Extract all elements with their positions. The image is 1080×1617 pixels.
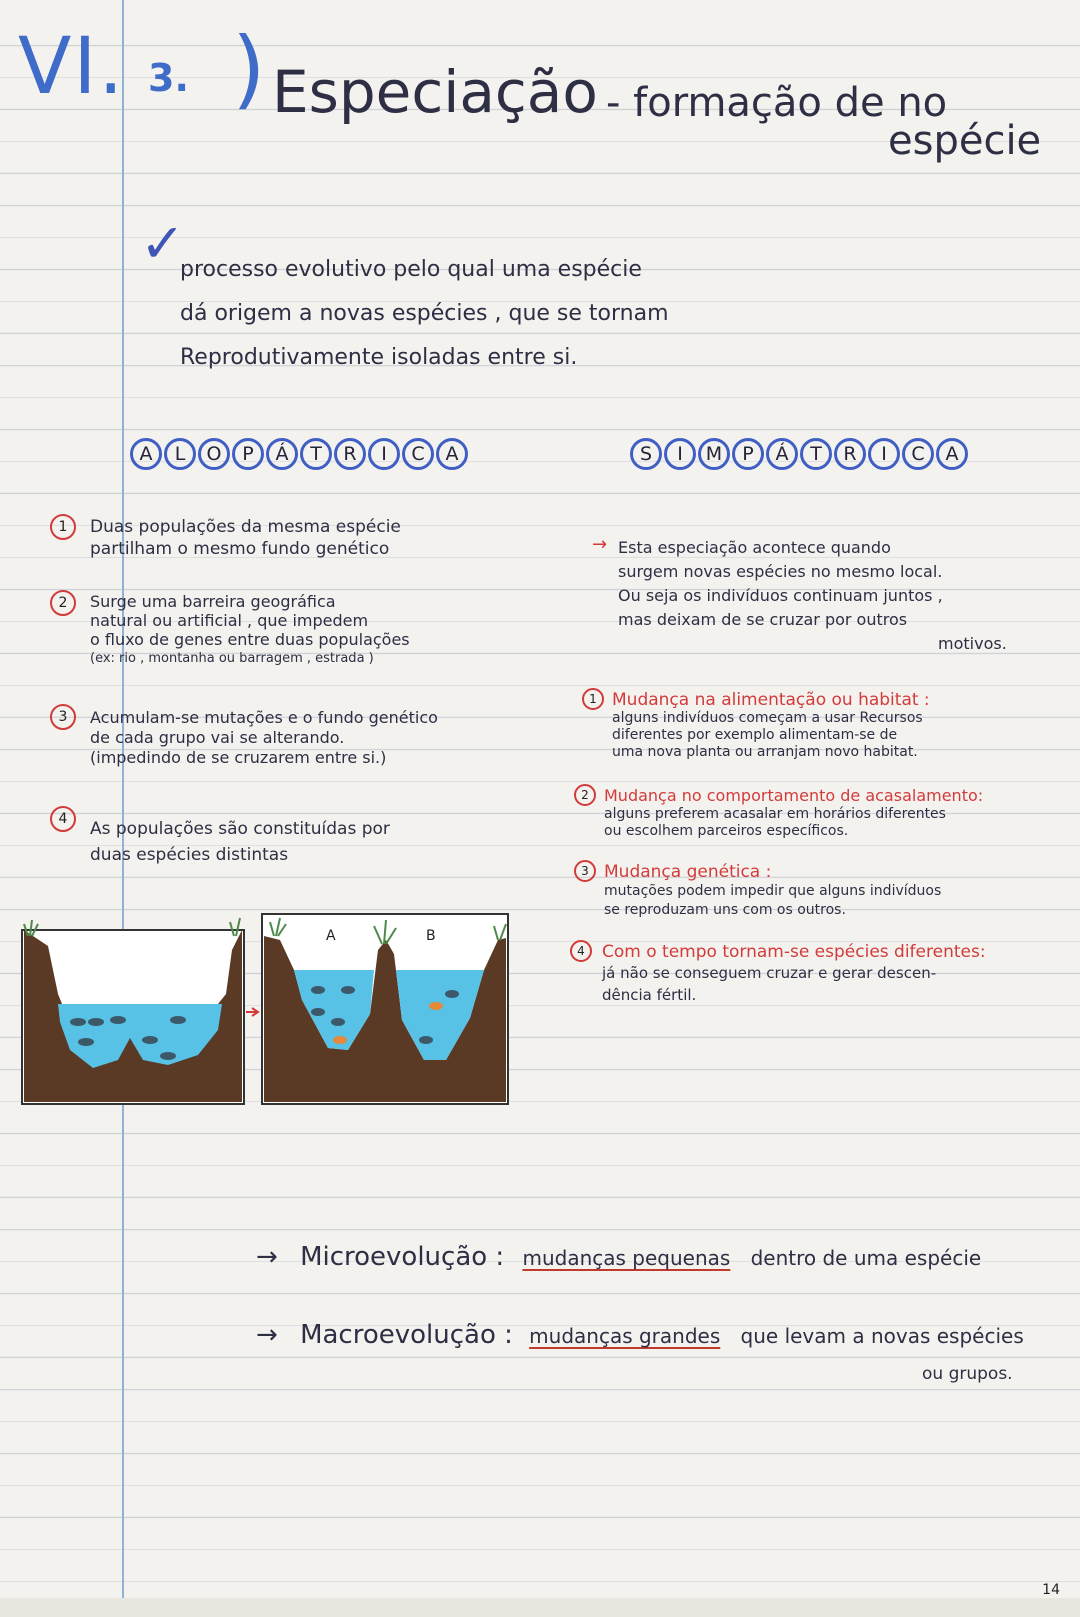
heading-letter: L bbox=[164, 438, 196, 470]
intro-line: Esta especiação acontece quando bbox=[618, 538, 891, 557]
item-number-circle: 3 bbox=[50, 704, 76, 730]
margin-line bbox=[122, 0, 124, 1617]
alopatrica-item-2 bbox=[90, 592, 410, 668]
arrow-icon: → bbox=[256, 1242, 278, 1272]
item-line: Acumulam-se mutações e o fundo genético bbox=[90, 708, 438, 727]
item-title: Com o tempo tornam-se espécies diferentes: bbox=[602, 942, 986, 962]
page-number: 14 bbox=[1042, 1582, 1060, 1598]
diagram-panel-before bbox=[22, 918, 244, 1104]
heading-letter: A bbox=[130, 438, 162, 470]
microevolution-row bbox=[256, 1242, 981, 1272]
definition-line: Reprodutivamente isoladas entre si. bbox=[180, 345, 578, 370]
item-line: Surge uma barreira geográfica bbox=[90, 592, 336, 611]
item-line: de cada grupo vai se alterando. bbox=[90, 728, 345, 747]
item-line: partilham o mesmo fundo genético bbox=[90, 539, 390, 559]
heading-letter: T bbox=[300, 438, 332, 470]
item-number-circle: 4 bbox=[50, 806, 76, 832]
page-subtitle-line1: - formação de no bbox=[606, 80, 948, 126]
page-title: Especiação bbox=[272, 58, 598, 126]
heading-letter: S bbox=[630, 438, 662, 470]
heading-letter: R bbox=[334, 438, 366, 470]
section-paren: ) bbox=[232, 19, 266, 119]
page-bottom-edge bbox=[0, 1598, 1080, 1617]
simpatrica-item-2 bbox=[604, 786, 983, 840]
heading-letter: Á bbox=[766, 438, 798, 470]
heading-letter: R bbox=[834, 438, 866, 470]
item-title: Mudança no comportamento de acasalamento: bbox=[604, 786, 984, 805]
item-title: Mudança na alimentação ou habitat : bbox=[612, 690, 930, 710]
section-roman-numeral: VI. bbox=[18, 22, 126, 112]
heading-letter: I bbox=[868, 438, 900, 470]
item-number-circle: 1 bbox=[50, 514, 76, 540]
heading-simpatrica bbox=[630, 438, 968, 470]
item-number-circle: 2 bbox=[574, 784, 596, 806]
definition-block bbox=[180, 248, 669, 380]
simpatrica-item-3 bbox=[604, 862, 941, 920]
item-number-circle: 4 bbox=[570, 940, 592, 962]
heading-letter: A bbox=[936, 438, 968, 470]
microevolution-term: Microevolução : bbox=[300, 1242, 505, 1272]
item-line: (impedindo de se cruzarem entre si.) bbox=[90, 748, 387, 767]
heading-letter: I bbox=[664, 438, 696, 470]
item-line: uma nova planta ou arranjam novo habitat. bbox=[612, 744, 918, 760]
diagram-arrow-icon bbox=[246, 1008, 258, 1016]
alopatrica-item-3 bbox=[90, 708, 438, 768]
heading-alopatrica bbox=[130, 438, 468, 470]
item-line: natural ou artificial , que impedem bbox=[90, 611, 369, 630]
macroevolution-rest: que levam a novas espécies bbox=[740, 1324, 1024, 1348]
item-number-circle: 2 bbox=[50, 590, 76, 616]
microevolution-rest: dentro de uma espécie bbox=[750, 1246, 982, 1270]
heading-letter: Á bbox=[266, 438, 298, 470]
item-line: se reproduzam uns com os outros. bbox=[604, 902, 846, 918]
item-line: ou escolhem parceiros específicos. bbox=[604, 823, 849, 839]
item-line: alguns preferem acasalar em horários diferentes bbox=[604, 806, 946, 822]
heading-letter: C bbox=[402, 438, 434, 470]
heading-letter: T bbox=[800, 438, 832, 470]
heading-letter: M bbox=[698, 438, 730, 470]
item-line: alguns indivíduos começam a usar Recursos bbox=[612, 710, 923, 726]
definition-line: dá origem a novas espécies , que se tornam bbox=[180, 301, 669, 326]
section-number: 3. bbox=[148, 56, 189, 100]
alopatrica-item-1 bbox=[90, 516, 401, 560]
speciation-diagram bbox=[18, 910, 514, 1120]
simpatrica-item-1 bbox=[612, 690, 930, 761]
macroevolution-term: Macroevolução : bbox=[300, 1320, 513, 1350]
item-line: já não se conseguem cruzar e gerar descen- bbox=[602, 964, 937, 982]
item-line: (ex: rio , montanha ou barragem , estrada ) bbox=[90, 651, 374, 666]
diagram-panel-after bbox=[262, 914, 508, 1104]
item-line: duas espécies distintas bbox=[90, 845, 289, 865]
item-line: mutações podem impedir que alguns indivíduos bbox=[604, 883, 942, 899]
checkmark-icon: ✓ bbox=[140, 212, 186, 275]
simpatrica-item-4 bbox=[602, 942, 986, 1006]
definition-line: processo evolutivo pelo qual uma espécie bbox=[180, 257, 642, 282]
item-line: As populações são constituídas por bbox=[90, 819, 390, 839]
intro-line: mas deixam de se cruzar por outros bbox=[618, 610, 908, 629]
diagram-label-b: B bbox=[426, 928, 436, 944]
heading-letter: I bbox=[368, 438, 400, 470]
item-line: dência fértil. bbox=[602, 986, 697, 1004]
macroevolution-rest-line2: ou grupos. bbox=[922, 1364, 1013, 1384]
page-subtitle-line2: espécie bbox=[888, 118, 1042, 164]
item-number-circle: 1 bbox=[582, 688, 604, 710]
heading-letter: A bbox=[436, 438, 468, 470]
arrow-icon: → bbox=[256, 1320, 278, 1350]
macroevolution-row bbox=[256, 1320, 1024, 1350]
heading-letter: P bbox=[732, 438, 764, 470]
alopatrica-item-4 bbox=[90, 816, 390, 868]
heading-letter: O bbox=[198, 438, 230, 470]
item-line: o fluxo de genes entre duas populações bbox=[90, 630, 410, 649]
intro-arrow-icon: → bbox=[592, 534, 608, 555]
heading-letter: C bbox=[902, 438, 934, 470]
macroevolution-definition: mudanças grandes bbox=[529, 1324, 721, 1348]
item-number-circle: 3 bbox=[574, 860, 596, 882]
diagram-label-a: A bbox=[326, 928, 336, 944]
intro-line: surgem novas espécies no mesmo local. bbox=[618, 562, 943, 581]
simpatrica-intro bbox=[618, 536, 1007, 656]
item-line: diferentes por exemplo alimentam-se de bbox=[612, 727, 898, 743]
microevolution-definition: mudanças pequenas bbox=[522, 1246, 731, 1270]
intro-line: motivos. bbox=[938, 634, 1007, 653]
item-line: Duas populações da mesma espécie bbox=[90, 517, 401, 537]
heading-letter: P bbox=[232, 438, 264, 470]
item-title: Mudança genética : bbox=[604, 862, 772, 882]
intro-line: Ou seja os indivíduos continuam juntos , bbox=[618, 586, 943, 605]
